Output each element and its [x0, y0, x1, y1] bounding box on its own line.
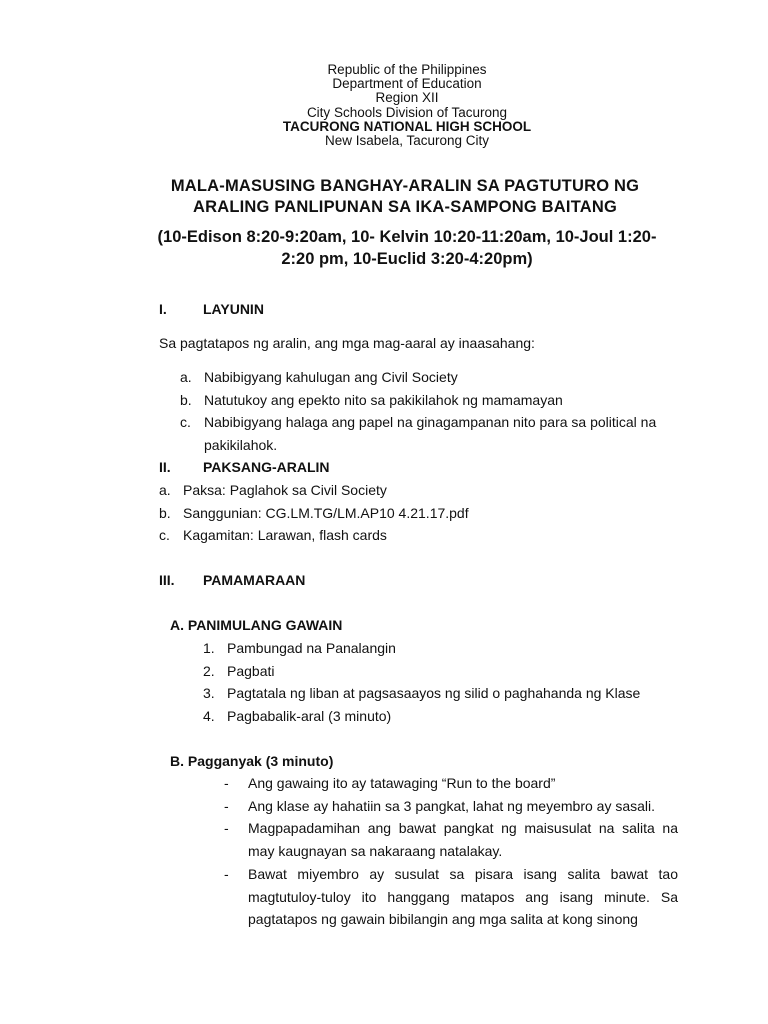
list-item: c. Nabibigyang halaga ang papel na ginagampanan nito para sa political na pakikilahok. [180, 414, 657, 453]
objectives-list [180, 366, 680, 456]
list-item: c. Kagamitan: Larawan, flash cards [159, 527, 387, 544]
header-line-region: Region XII [375, 90, 439, 106]
list-item: a. Paksa: Paglahok sa Civil Society [159, 482, 387, 498]
list-item: b. Sanggunian: CG.LM.TG/LM.AP10 4.21.17.pdf [159, 504, 469, 521]
list-item: 4. Pagbabalik-aral (3 minuto) [203, 707, 392, 724]
list-item: b. Natutukoy ang epekto nito sa pakikilahok ng mamamayan [180, 391, 563, 408]
list-item: a. Nabibigyang kahulugan ang Civil Society [180, 369, 458, 385]
section-title: PAMAMARAAN [203, 572, 306, 588]
list-item: - Magpapadamihan ang bawat pangkat ng maisusulat na salita na may kaugnayan sa nakaraang natalakay. [224, 820, 678, 860]
header-line-division: City Schools Division of Tacurong [306, 104, 508, 120]
title-line-2: ARALING PANLIPUNAN SA IKA-SAMPONG BAITANG [192, 198, 618, 216]
school-name: TACURONG NATIONAL HIGH SCHOOL [282, 118, 532, 134]
section-number: III. [159, 572, 175, 588]
section-heading-layunin [159, 301, 264, 317]
topic-list [159, 479, 659, 547]
header-line-republic: Republic of the Philippines [327, 62, 487, 77]
document-title [0, 176, 768, 218]
list-item: - Ang klase ay hahatiin sa 3 pangkat, lahat ng meyembro ay sasali. [224, 797, 656, 814]
schedule-line-1: (10-Edison 8:20-9:20am, 10- Kelvin 10:20-11:20am, 10-Joul 1:20- [157, 228, 657, 246]
opening-activities-list [203, 637, 683, 727]
section-number: I. [159, 301, 167, 317]
section-title: PAKSANG-ARALIN [203, 459, 330, 475]
section-title: LAYUNIN [203, 301, 264, 317]
list-item: 1. Pambungad na Panalangin [203, 640, 396, 656]
schedule-line-2: 2:20 pm, 10-Euclid 3:20-4:20pm) [281, 250, 533, 268]
section-number: II. [159, 459, 171, 475]
subsection-heading-panimulang-gawain: A. PANIMULANG GAWAIN [170, 617, 343, 633]
letterhead [0, 63, 768, 148]
school-address: New Isabela, Tacurong City [324, 133, 490, 149]
list-item: 3. Pagtatala ng liban at pagsasaayos ng silid o paghahanda ng Klase [203, 685, 641, 702]
objectives-intro: Sa pagtatapos ng aralin, ang mga mag-aaral ay inaasahang: [159, 335, 535, 351]
subsection-heading-pagganyak: B. Pagganyak (3 minuto) [170, 753, 334, 769]
section-heading-pamamaraan [159, 572, 305, 588]
list-item: - Bawat miyembro ay susulat sa pisara isang salita bawat tao magtutuloy-tuloy ito hanggang matapos ang isang minute. Sa pagtatapos ng gawain bibilangin ang mga salita at kong sinong [224, 865, 678, 928]
title-line-1: MALA-MASUSING BANGHAY-ARALIN SA PAGTUTURO NG [170, 177, 640, 195]
section-heading-paksang-aralin [159, 459, 330, 475]
list-item: 2. Pagbati [203, 662, 275, 679]
list-item: - Ang gawaing ito ay tatawaging “Run to the board” [224, 775, 556, 791]
motivation-activity-list [224, 772, 678, 931]
header-line-department: Department of Education [332, 76, 482, 92]
class-schedule [0, 226, 768, 270]
